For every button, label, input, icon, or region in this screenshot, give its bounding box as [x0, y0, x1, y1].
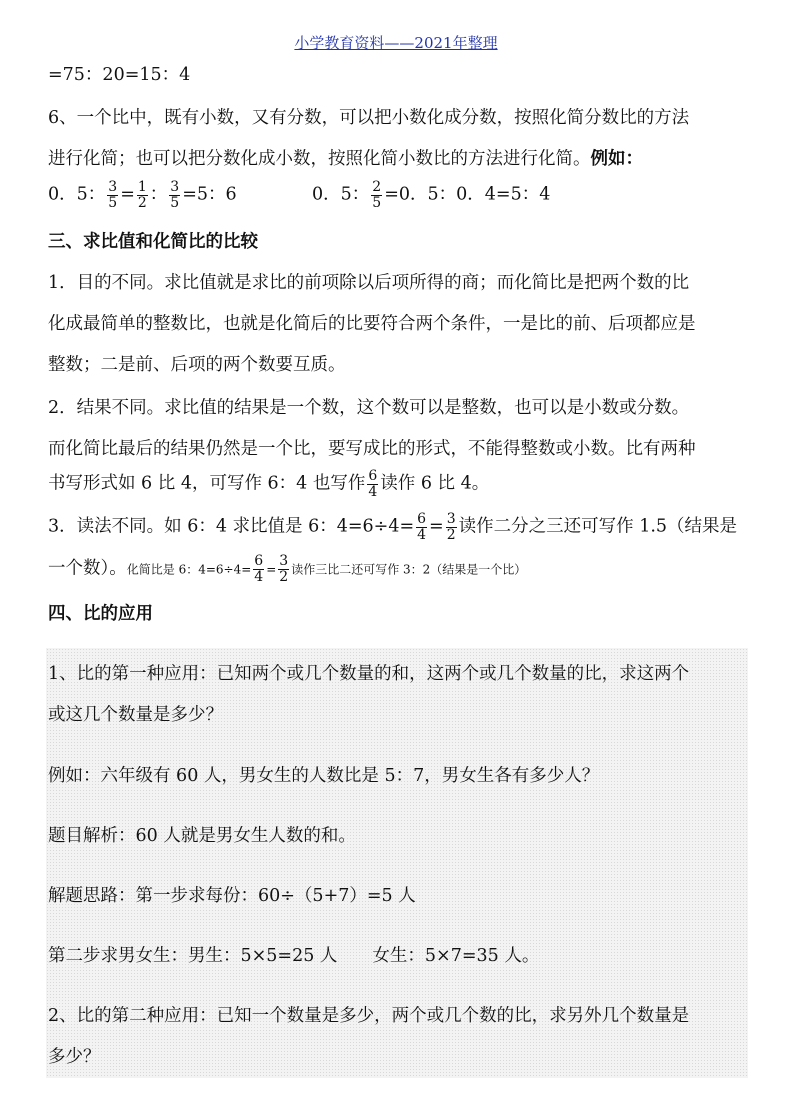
paragraph-line: 整数；二是前、后项的两个数要互质。: [48, 355, 346, 375]
paragraph-line: 1．目的不同。求比值就是求比的前项除以后项所得的商；而化简比是把两个数的比: [48, 273, 690, 293]
paragraph-line: 3．读法不同。如 6：4 求比值是 6：4=6÷4= $\frac{6}{4}$ = $\frac{3}{2}$ 读作二分之三还可写作 1.5（结果是: [48, 511, 738, 543]
paragraph-line: 而化简比最后的结果仍然是一个比，要写成比的形式，不能得整数或小数。比有两种: [48, 439, 696, 459]
fraction: $\frac{6}{4}$: [368, 468, 378, 500]
example-text: 0．5：: [48, 184, 106, 205]
fraction: $\frac{6}{4}$: [417, 511, 427, 543]
paragraph-text: 进行化简；也可以把分数化成小数，按照化简小数比的方法进行化简。: [48, 149, 591, 169]
example-line-1: 0．5： $\frac{3}{5}$ = $\frac{1}{2}$ ： $\frac{3}{5}$ =5：6: [48, 179, 237, 211]
box-line: 2、比的第二种应用：已知一个数量是多少，两个或几个数的比，求另外几个数量是: [48, 1006, 690, 1026]
fraction: $\frac{3}{5}$: [108, 179, 118, 211]
section-heading-3: 三、求比值和化简比的比较: [48, 232, 258, 252]
paragraph-line: 2．结果不同。求比值的结果是一个数，这个数可以是整数，也可以是小数或分数。: [48, 398, 690, 418]
fraction: $\frac{2}{5}$: [372, 179, 382, 211]
section-heading-4: 四、比的应用: [48, 604, 153, 624]
paragraph-line: 书写形式如 6 比 4，可写作 6：4 也写作 $\frac{6}{4}$ 读作 6 比 4。: [48, 468, 490, 500]
paragraph-line: [48, 151, 643, 169]
example-label: 例如：: [590, 149, 643, 169]
paragraph-line: 化成最简单的整数比，也就是化简后的比要符合两个条件，一是比的前、后项都应是: [48, 314, 696, 334]
equation-line: =75：20=15：4: [48, 65, 191, 85]
fraction: $\frac{3}{2}$: [279, 553, 289, 585]
page-header: 小学教育资料——2021年整理: [294, 34, 498, 52]
box-line: 多少？: [48, 1047, 101, 1067]
box-line: 第二步求男女生：男生：5×5=25 人 女生：5×7=35 人。: [48, 946, 540, 966]
fraction: $\frac{3}{5}$: [170, 179, 180, 211]
box-line: 题目解析：60 人就是男女生人数的和。: [48, 826, 356, 846]
box-line: 例如：六年级有 60 人，男女生的人数比是 5：7，男女生各有多少人？: [48, 766, 600, 786]
fraction: $\frac{3}{2}$: [446, 511, 456, 543]
example-line-2: 0．5： $\frac{2}{5}$ =0．5：0．4=5：4: [312, 179, 551, 211]
box-line: 或这几个数量是多少？: [48, 705, 223, 725]
box-line: 解题思路：第一步求每份：60÷（5+7）=5 人: [48, 886, 416, 906]
box-line: 1、比的第一种应用：已知两个或几个数量的和，这两个或几个数量的比，求这两个: [48, 664, 690, 684]
fraction: $\frac{6}{4}$: [254, 553, 264, 585]
fraction: $\frac{1}{2}$: [137, 179, 147, 211]
paragraph-line: 一个数）。化简比是 6：4=6÷4= $\frac{6}{4}$ = $\frac{3}{2}$ 读作三比二还可写作 3：2（结果是一个比）: [48, 553, 527, 585]
paragraph-line: 6、一个比中，既有小数，又有分数，可以把小数化成分数，按照化简分数比的方法: [48, 108, 690, 128]
